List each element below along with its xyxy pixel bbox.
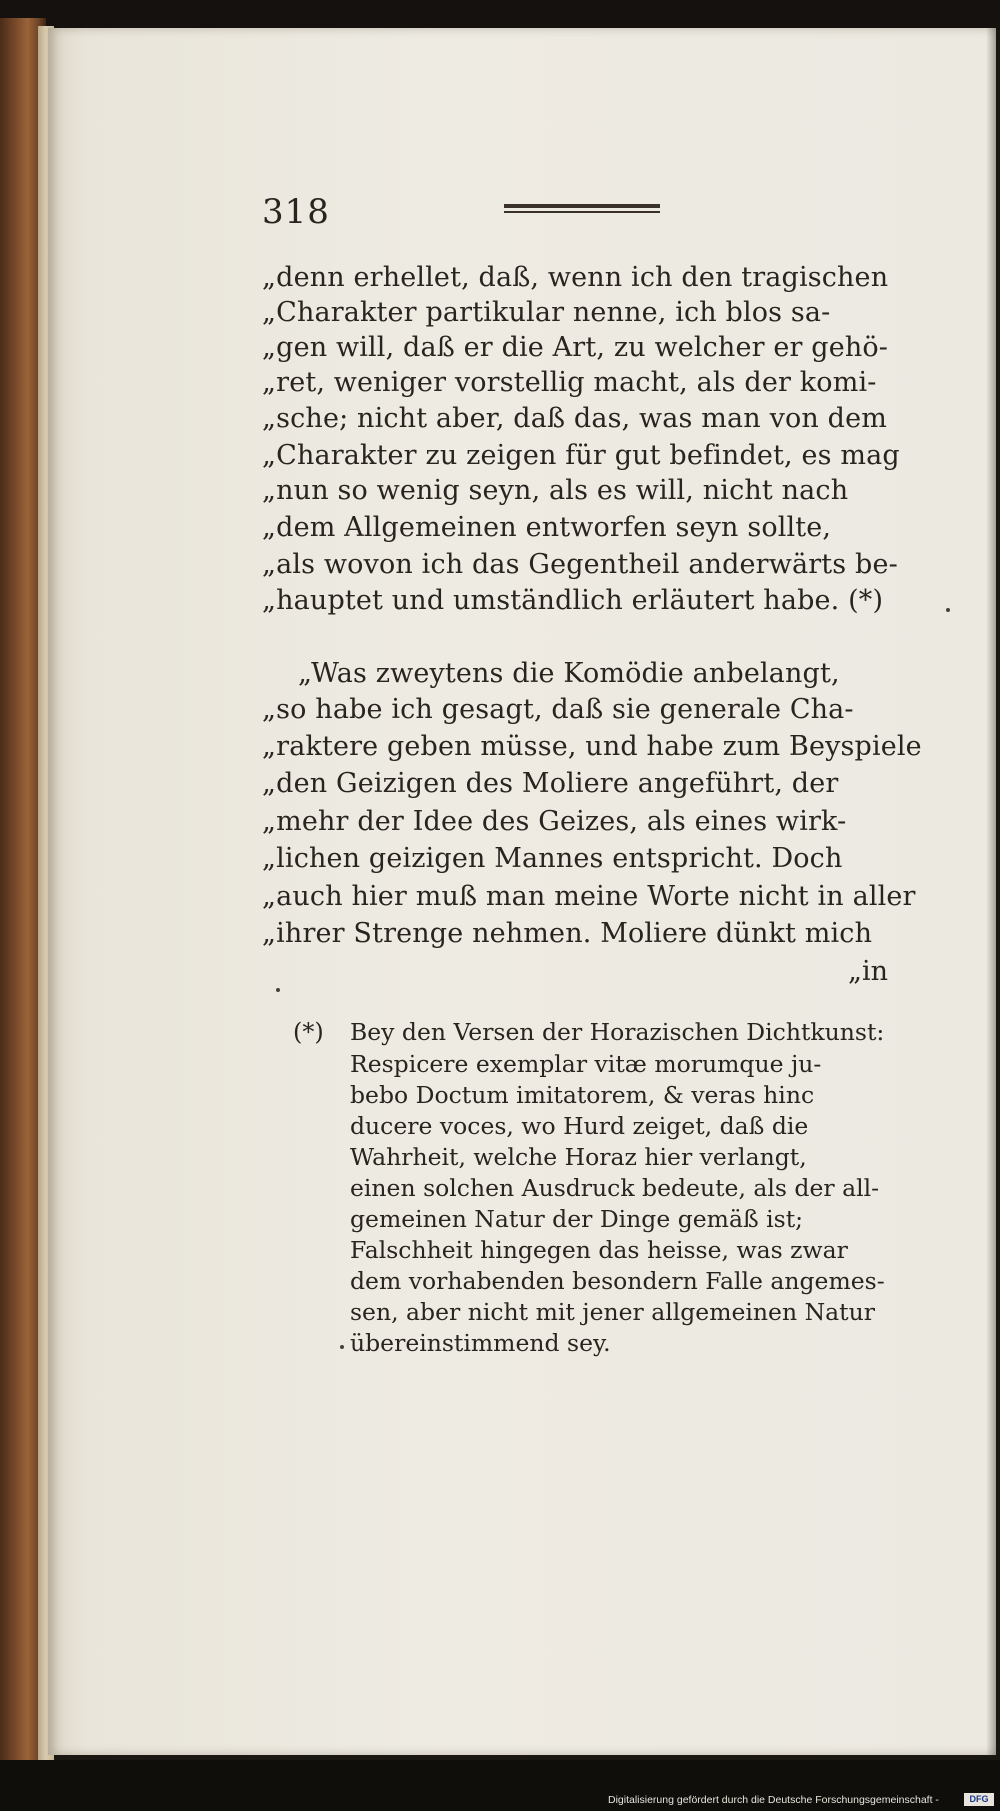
body-line: „gen will, daß er die Art, zu welcher er gehö- [262,332,889,363]
body-line: „sche; nicht aber, daß das, was man von dem [262,403,887,434]
footnote-line: Wahrheit, welche Horaz hier verlangt, [350,1143,807,1171]
footnote-line: übereinstimmend sey. [350,1329,611,1357]
paragraph-start-line: „Was zweytens die Komödie anbelangt, [298,658,840,689]
body-line: „hauptet und umständlich erläutert habe. (*) [262,585,884,616]
header-ornament-rule [504,204,660,213]
body-line: „Charakter partikular nenne, ich blos sa- [262,297,831,328]
ink-speck [340,1345,344,1349]
body-line: „als wovon ich das Gegentheil anderwärts be- [262,549,898,580]
body-line: „ret, weniger vorstellig macht, als der komi- [262,367,877,398]
footnote-line: dem vorhabenden besondern Falle angemes- [350,1267,885,1295]
body-line: „denn erhellet, daß, wenn ich den tragischen [262,262,889,293]
page-number: 318 [262,192,330,232]
body-line: „Charakter zu zeigen für gut befindet, es mag [262,440,900,471]
footnote-line: ducere voces, wo Hurd zeiget, daß die [350,1112,809,1140]
digitization-credit: Digitalisierung gefördert durch die Deutsche Forschungsgemeinschaft - [608,1794,939,1806]
footnote-line: einen solchen Ausdruck bedeute, als der all- [350,1174,880,1202]
body-line: „lichen geizigen Mannes entspricht. Doch [262,843,843,874]
footnote-line: Falschheit hingegen das heisse, was zwar [350,1236,848,1264]
body-line: „nun so wenig seyn, als es will, nicht nach [262,475,849,506]
body-line: „auch hier muß man meine Worte nicht in aller [262,881,916,912]
ink-speck [946,608,950,612]
dfg-logo: DFG [964,1793,994,1806]
footnote-line: bebo Doctum imitatorem, & veras hinc [350,1081,815,1109]
footnote-line: sen, aber nicht mit jener allgemeinen Natur [350,1298,875,1326]
catchword: „in [848,956,889,987]
body-line: „dem Allgemeinen entworfen seyn sollte, [262,512,832,543]
body-line: „den Geizigen des Moliere angeführt, der [262,768,839,799]
ink-speck [276,988,280,992]
body-line: „raktere geben müsse, und habe zum Beyspiele [262,731,922,762]
body-line: „ihrer Strenge nehmen. Moliere dünkt mich [262,918,873,949]
footnote-line: Respicere exemplar vitæ morumque ju- [350,1050,822,1078]
scan-top-border [0,0,1000,30]
footnote-line: Bey den Versen der Horazischen Dichtkunst: [350,1018,885,1046]
footnote-line: gemeinen Natur der Dinge gemäß ist; [350,1205,804,1233]
body-line: „mehr der Idee des Geizes, als eines wirk- [262,806,847,837]
body-line: „so habe ich gesagt, daß sie generale Cha- [262,694,854,725]
footnote-marker: (*) [293,1018,324,1046]
